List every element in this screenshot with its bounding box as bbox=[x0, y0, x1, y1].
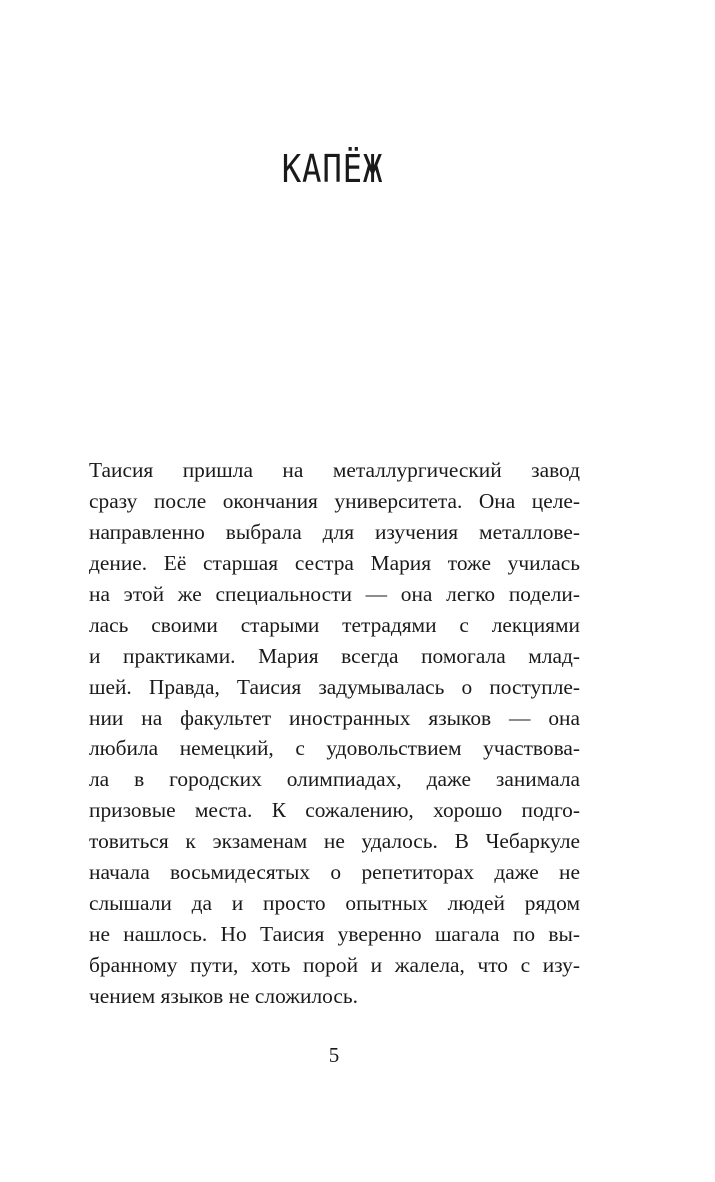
text-line-last: чением языков не сложилось. bbox=[89, 983, 358, 1008]
text-line: лась своими старыми тетрадями с лекциями bbox=[89, 612, 580, 637]
text-line: на этой же специальности — она легко подели- bbox=[89, 581, 580, 606]
text-line: Таисия пришла на металлургический завод bbox=[89, 458, 580, 482]
text-line: ла в городских олимпиадах, даже занимала bbox=[89, 767, 580, 792]
body-text bbox=[89, 455, 580, 1012]
text-line: дение. Её старшая сестра Мария тоже училась bbox=[89, 550, 580, 575]
text-line: шей. Правда, Таисия задумывалась о поступле- bbox=[89, 674, 580, 699]
text-line: направленно выбрала для изучения металлове- bbox=[89, 519, 580, 544]
page-number: 5 bbox=[328, 1043, 340, 1067]
text-line: призовые места. К сожалению, хорошо подго- bbox=[89, 798, 580, 823]
text-line: товиться к экзаменам не удалось. В Чебаркуле bbox=[89, 829, 580, 854]
text-line: слышали да и просто опытных людей рядом bbox=[89, 891, 580, 916]
text-line: любила немецкий, с удовольствием участвова- bbox=[89, 736, 580, 761]
text-line: не нашлось. Но Таисия уверенно шагала по вы- bbox=[89, 922, 580, 947]
chapter-title: КАПЁЖ bbox=[281, 147, 384, 191]
text-line: бранному пути, хоть порой и жалела, что с изу- bbox=[89, 953, 580, 977]
text-line: начала восьмидесятых о репетиторах даже не bbox=[89, 860, 580, 885]
text-line: нии на факультет иностранных языков — она bbox=[89, 705, 580, 730]
text-line: и практиками. Мария всегда помогала млад- bbox=[89, 643, 580, 668]
text-line: сразу после окончания университета. Она целе- bbox=[89, 488, 580, 513]
